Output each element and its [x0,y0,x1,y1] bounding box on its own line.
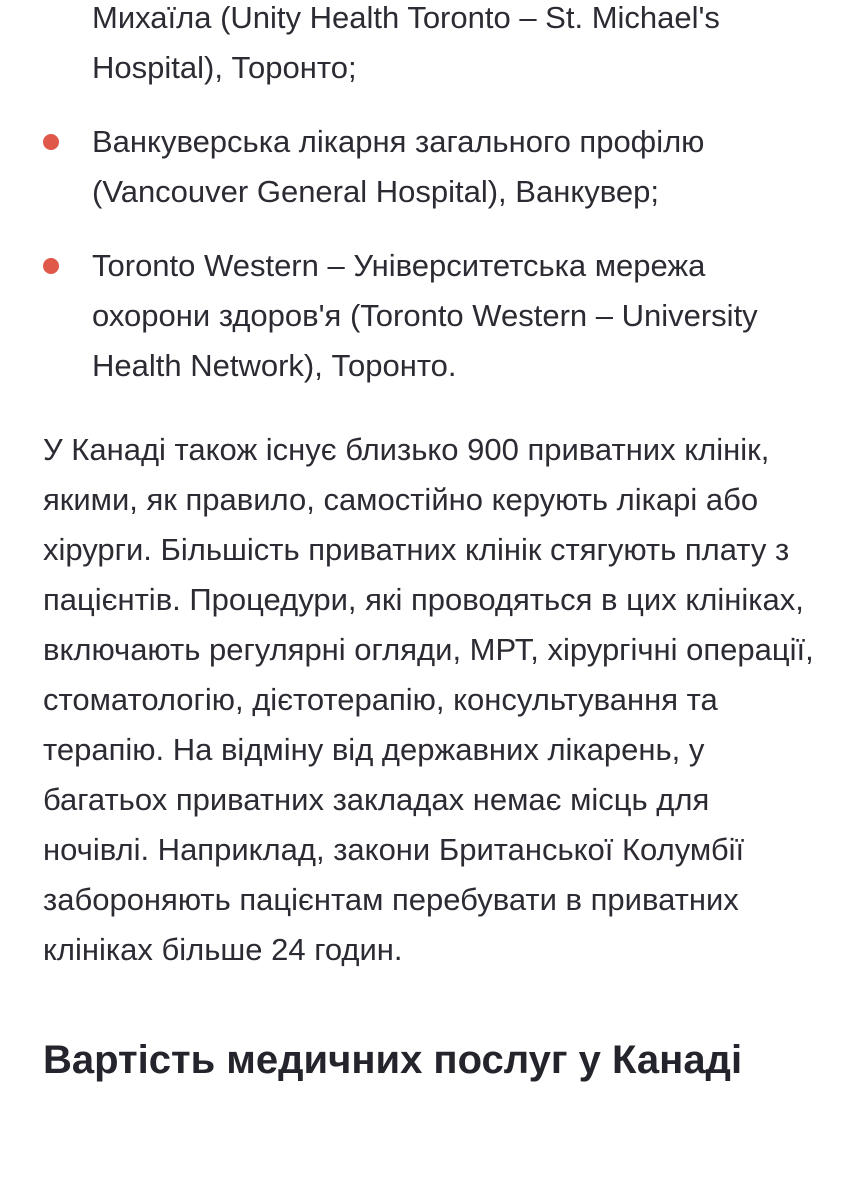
list-item [0,117,860,217]
bullet-icon [43,258,59,274]
hospital-list [0,0,860,391]
list-item [0,241,860,391]
bullet-icon [43,134,59,150]
private-clinics-paragraph: У Канаді також існує близько 900 приватних клінік, якими, як правило, самостійно керують лікарі або хірурги. Більшість приватних клінік стягують плату з пацієнтів. Процедури, які проводяться в цих клініках, включають регулярні огляди, МРТ, хірургічні операції, стоматологію, дієтотерапію, консультування та терапію. На відміну від державних лікарень, у багатьох приватних закладах немає місць для ночівлі. Наприклад, закони Британської Колумбії забороняють пацієнтам перебувати в приватних клініках більше 24 годин. [43,432,814,967]
list-item-text: Ванкуверська лікарня загального профілю (Vancouver General Hospital), Ванкувер; [92,124,705,209]
section-heading: Вартість медичних послуг у Канаді [43,1038,743,1082]
list-item-text: Михаїла (Unity Health Toronto – St. Michael's Hospital), Торонто; [92,0,720,85]
list-item-text: Toronto Western – Університетська мережа охорони здоров'я (Toronto Western – University Health Network), Торонто. [92,248,758,383]
list-item [0,0,860,93]
